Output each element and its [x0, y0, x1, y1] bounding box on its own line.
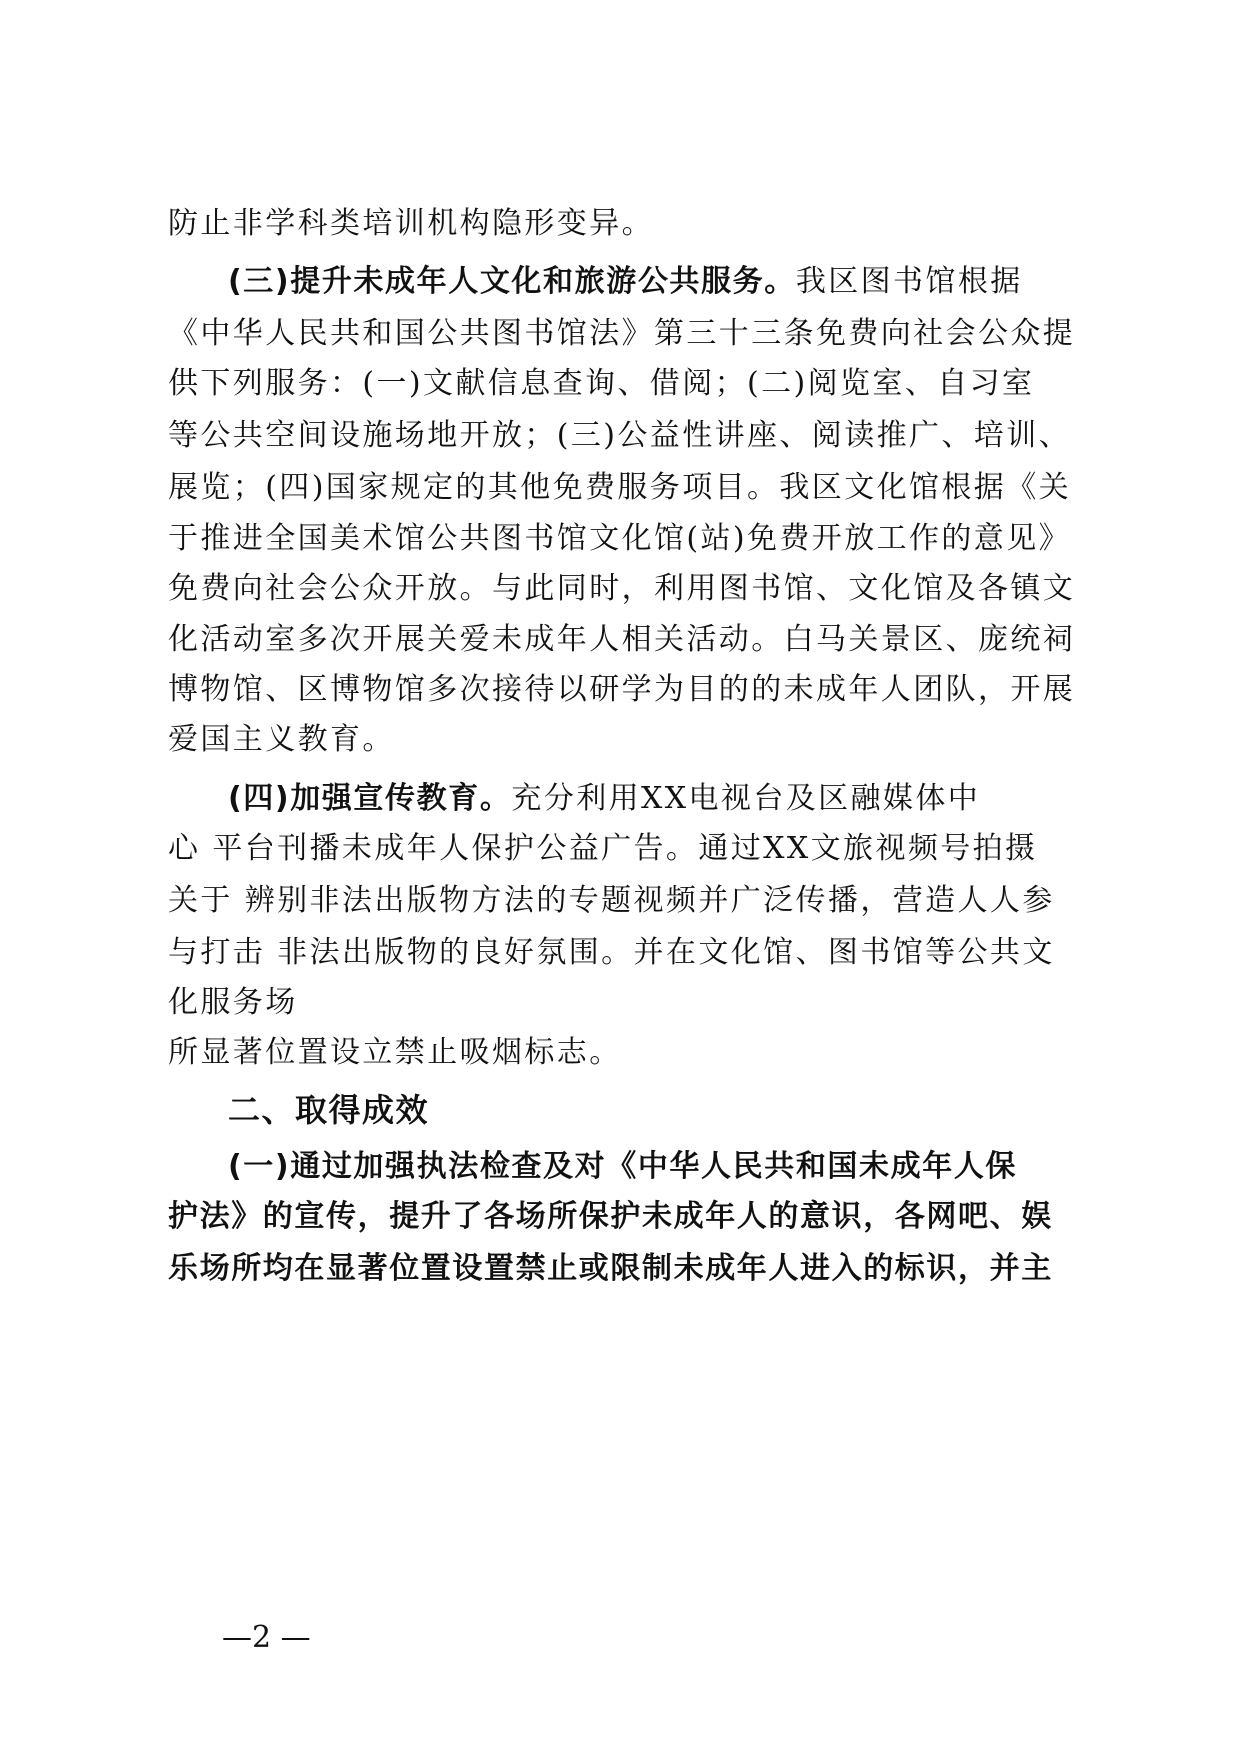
text-line [168, 1249, 1053, 1289]
text-run: 展览；(四)国家规定的其他免费服务项目。我区文化馆根据《关 [168, 470, 1072, 505]
text-run: 与打击 非法出版物的良好氛围。并在文化馆、图书馆等公共文 [168, 935, 1055, 970]
text-line [168, 314, 1075, 354]
text-run: 免费向社会公众开放。与此同时，利用图书馆、文化馆及各镇文 [168, 571, 1076, 606]
text-line [168, 519, 1071, 559]
text-line [168, 620, 1075, 660]
text-run: 关于 辨别非法出版物方法的专题视频并广泛传播，营造人人参 [168, 883, 1055, 918]
text-run: 我区图书馆根据 [795, 264, 1023, 299]
text-line [228, 262, 1023, 302]
text-line [228, 1147, 1017, 1187]
section-heading: 二、取得成效 [228, 1091, 430, 1129]
bold-run: 护法》的宣传，提升了各场所保护未成年人的意识，各网吧、娱 [168, 1199, 1053, 1234]
text-line [168, 204, 654, 244]
text-run: 充分利用XX电视台及区融媒体中 [511, 781, 981, 816]
text-run: 等公共空间设施场地开放；(三)公益性讲座、阅读推广、培训、 [168, 418, 1072, 453]
text-run: 所显著位置设立禁止吸烟标志。 [168, 1035, 622, 1070]
text-line [168, 569, 1075, 609]
text-line [168, 720, 395, 760]
text-line [168, 933, 1055, 973]
bold-run: 乐场所均在显著位置设置禁止或限制未成年人进入的标识，并主 [168, 1251, 1053, 1286]
text-line [168, 468, 1071, 508]
text-run: 供下列服务：(一)文献信息查询、借阅；(二)阅览室、自习室 [168, 366, 1035, 401]
text-run: 化服务场 [168, 985, 298, 1020]
text-run: 于推进全国美术馆公共图书馆文化馆(站)免费开放工作的意见》 [168, 521, 1072, 556]
text-run: 防止非学科类培训机构隐形变异。 [168, 206, 654, 241]
text-run: 《中华人民共和国公共图书馆法》第三十三条免费向社会公众提 [168, 316, 1076, 351]
bold-run: (四)加强宣传教育。 [228, 781, 512, 816]
text-run: 博物馆、区博物馆多次接待以研学为目的的未成年人团队，开展 [168, 672, 1076, 707]
text-run: 爱国主义教育。 [168, 722, 395, 757]
text-line [168, 829, 1037, 869]
text-run: 化活动室多次开展关爱未成年人相关活动。白马关景区、庞统祠 [168, 622, 1076, 657]
bold-run: (一)通过加强执法检查及对《中华人民共和国未成年人保 [228, 1149, 1018, 1184]
text-line [168, 416, 1071, 456]
text-line [168, 881, 1055, 921]
text-line [228, 1090, 429, 1132]
page-number: —2 — [222, 1620, 311, 1655]
text-run: 心 平台刊播未成年人保护公益广告。通过XX文旅视频号拍摄 [168, 831, 1038, 866]
text-line [168, 670, 1075, 710]
text-line [168, 364, 1034, 404]
text-line [228, 779, 980, 819]
text-line [168, 1033, 622, 1073]
bold-run: (三)提升未成年人文化和旅游公共服务。 [228, 264, 796, 299]
text-line [168, 1197, 1053, 1237]
text-line [168, 983, 298, 1023]
